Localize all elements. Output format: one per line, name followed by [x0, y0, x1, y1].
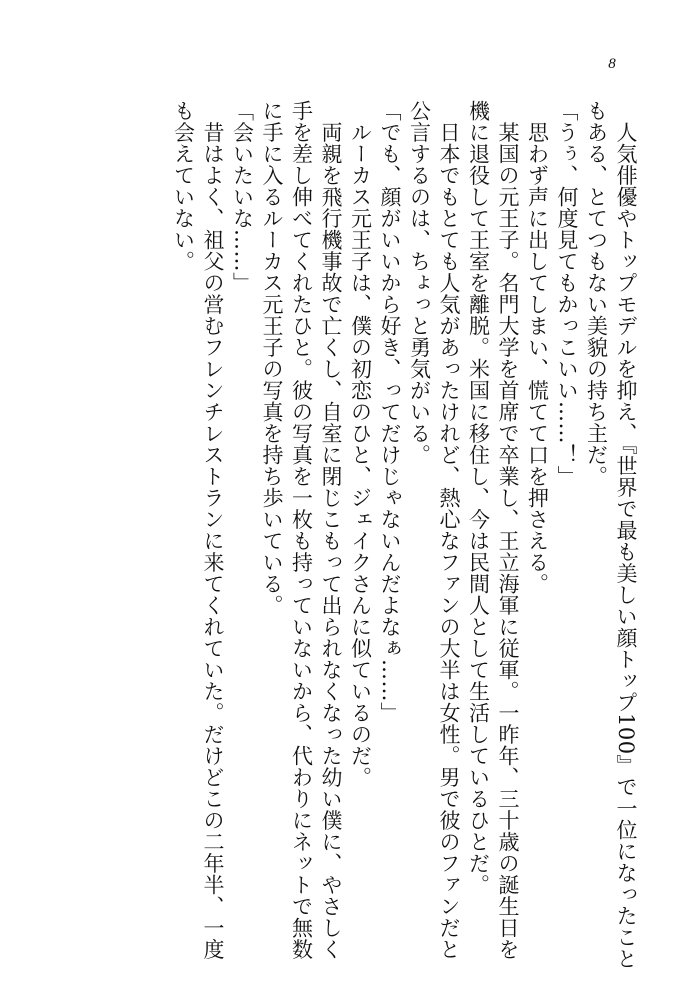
paragraph: 思わず声に出してしまい、慌てて口を押さえる。: [525, 100, 550, 595]
novel-text-body: [100, 100, 640, 980]
paragraph: ルーカス元王子は、僕の初恋のひと、ジェイクさんに似ているのだ。: [348, 100, 373, 788]
paragraph: 昔はよく、祖父の営むフレンチレストランに来てくれていた。だけどこの二年半、一度 も会えていない。: [171, 100, 225, 960]
paragraph: 「会いたいな……」: [230, 100, 255, 294]
paragraph: 日本でもとても人気があったけれど、熱心なファンの大半は女性。男で彼のファンだと 公言するのは、ちょっと勇気がいる。: [407, 100, 461, 960]
paragraph: 「うぅ、何度見てもかっこいい……！」: [555, 100, 579, 487]
paragraph: 両親を飛行機事故で亡くし、自室に閉じこもって出られなくなった幼い僕に、やさしく 手を差し伸べてくれたひと。彼の写真を一枚も持っていないから、代わりにネットで無数 に手に入るルーカス元王子の写真を持ち歩いている。: [260, 100, 343, 960]
page-number: 8: [608, 56, 616, 72]
paragraph: 某国の元王子。名門大学を首席で卒業し、王立海軍に従軍。一昨年、三十歳の誕生日を 機に退役して王室を離脱。米国に移住し、今は民間人として生活しているひとだ。: [466, 100, 520, 960]
paragraph: 人気俳優やトップモデルを抑え、『世界で最も美しい顔トップ100』で一位になったこと もある、とてつもない美貌の持ち主だ。: [584, 100, 638, 970]
paragraph: 「でも、顔がいいから好き、ってだけじゃないんだよなぁ……」: [378, 100, 402, 724]
